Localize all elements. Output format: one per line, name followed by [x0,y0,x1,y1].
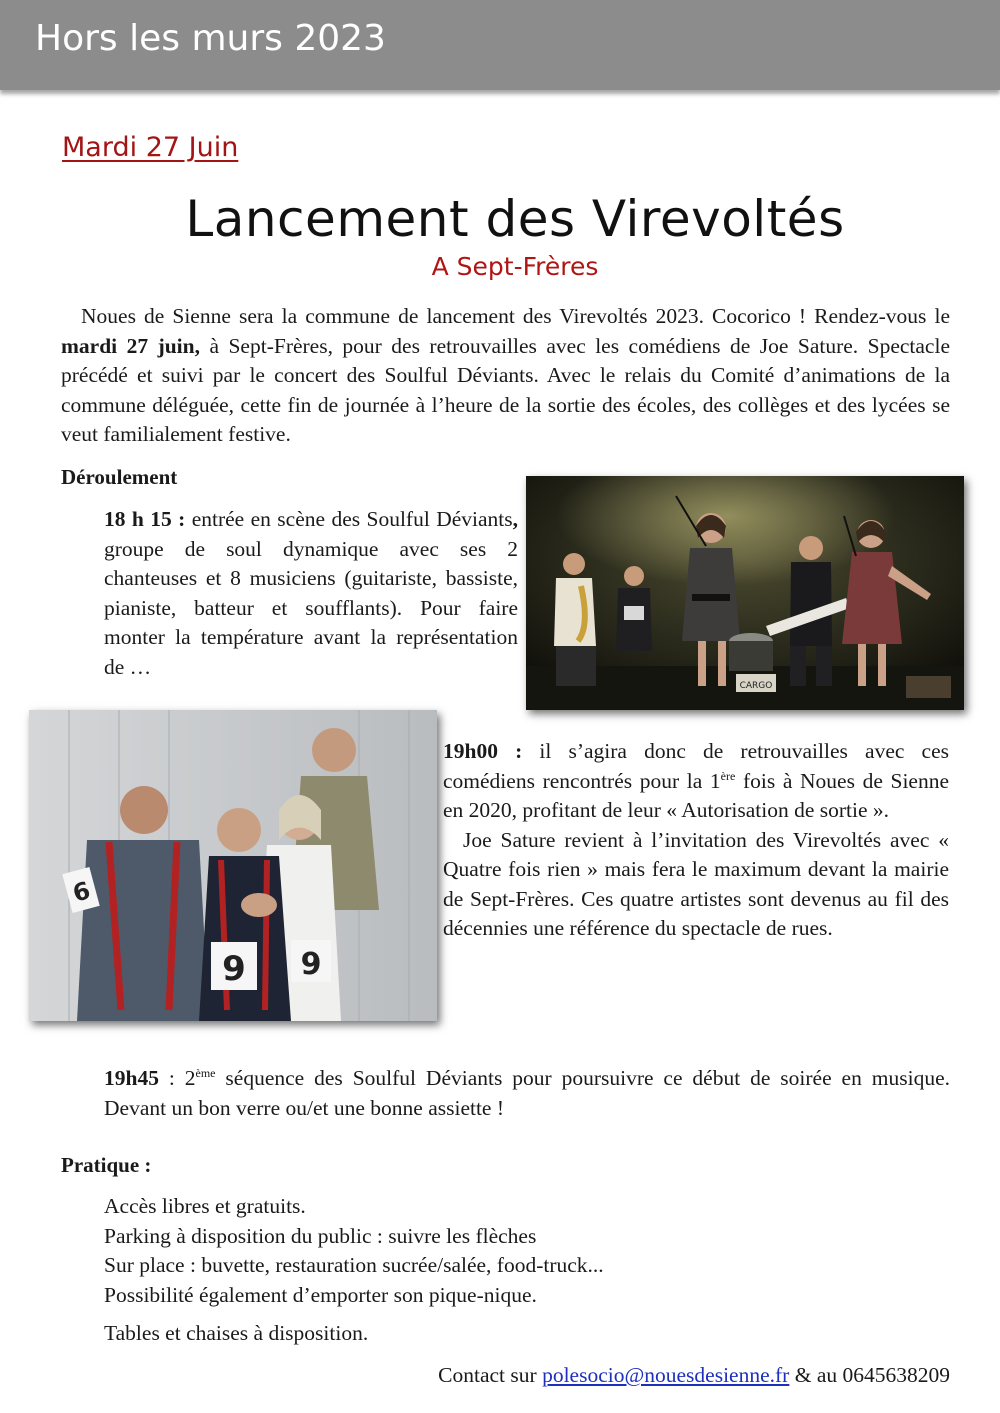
item1-text2: groupe de soul dynamique avec ses 2 chanteuses et 8 musiciens (guitariste, bassiste, pianiste, batteur et soufflants). Pour faire monter la température avant la représentation de … [104,536,518,679]
theatre-photo-image [29,710,437,1021]
bib-left: 6 [69,876,94,908]
bib-center: 9 [222,949,246,989]
item3-text1: : 2 [158,1066,196,1090]
intro-paragraph [61,302,950,450]
contact-prefix: Contact sur [438,1363,543,1387]
item1-comma: , [512,507,519,531]
header-banner [0,0,1000,90]
pratique-item: Possibilité également d’emporter son pique-nique. [104,1282,537,1307]
concert-photo [526,476,964,710]
item2-sup: ère [720,768,736,783]
pratique-list [104,1192,604,1310]
contact-phone: & au 0645638209 [789,1363,950,1387]
item2-para2: Joe Sature revient à l’invitation des Virevoltés avec « Quatre fois rien » mais fera le maximum devant la mairie de Sept-Frères. Ces quatre artistes sont devenus au fil des décennies une référence du spectacle de rues. [443,827,949,940]
schedule-item-1900 [443,737,949,944]
item2-text1: il s’agira donc de retrouvailles avec ces comédiens rencontrés pour la 1 [443,739,949,793]
intro-part2: à Sept-Frères, pour des retrouvailles avec les comédiens de Joe Sature. Spectacle précédé et suivi par le concert des Soulful Déviants. Avec le relais du Comité d’animations de la commune déléguée, cette fin de journée à l’heure de la sortie des écoles, des collèges et des lycées se veut familialement festive. [61,333,950,446]
schedule-item-1945 [104,1064,950,1123]
item3-text2: séquence des Soulful Déviants pour poursuivre ce début de soirée en musique. Devant un bon verre ou/et une bonne assiette ! [104,1066,950,1120]
bib-right: 9 [300,947,322,982]
banner-title: Hors les murs 2023 [35,18,386,59]
event-date: Mardi 27 Juin [62,132,239,163]
schedule-item-1815 [104,505,518,682]
item2-text2: fois à Noues de Sienne en 2020, profitant de leur « Autorisation de sortie ». [443,768,949,822]
intro-bold-date: mardi 27 juin, [61,333,200,358]
contact-line [438,1363,950,1388]
amp-label: CARGO [739,681,773,691]
contact-email-link[interactable]: polesocio@nouesdesienne.fr [542,1363,790,1387]
pratique-tables: Tables et chaises à disposition. [104,1321,369,1345]
pratique-item: Parking à disposition du public : suivre les flèches [104,1223,537,1248]
concert-photo-image [526,476,964,710]
event-location: A Sept-Frères [431,252,599,281]
deroulement-heading: Déroulement [61,465,178,489]
item3-sup: ème [195,1065,216,1080]
theatre-photo [29,710,437,1021]
event-title: Lancement des Virevoltés [185,190,845,248]
item1-text1: entrée en scène des Soulful Déviants [185,507,513,531]
intro-part1: Noues de Sienne sera la commune de lancement des Virevoltés 2023. Cocorico ! Rendez-vous le [81,304,950,328]
time-1900: 19h00 : [443,739,523,763]
pratique-heading: Pratique : [61,1153,152,1177]
pratique-item: Sur place : buvette, restauration sucrée/salée, food-truck... [104,1253,604,1277]
time-1945: 19h45 [104,1066,159,1090]
time-1815: 18 h 15 : [104,507,186,531]
pratique-item: Accès libres et gratuits. [104,1194,306,1218]
